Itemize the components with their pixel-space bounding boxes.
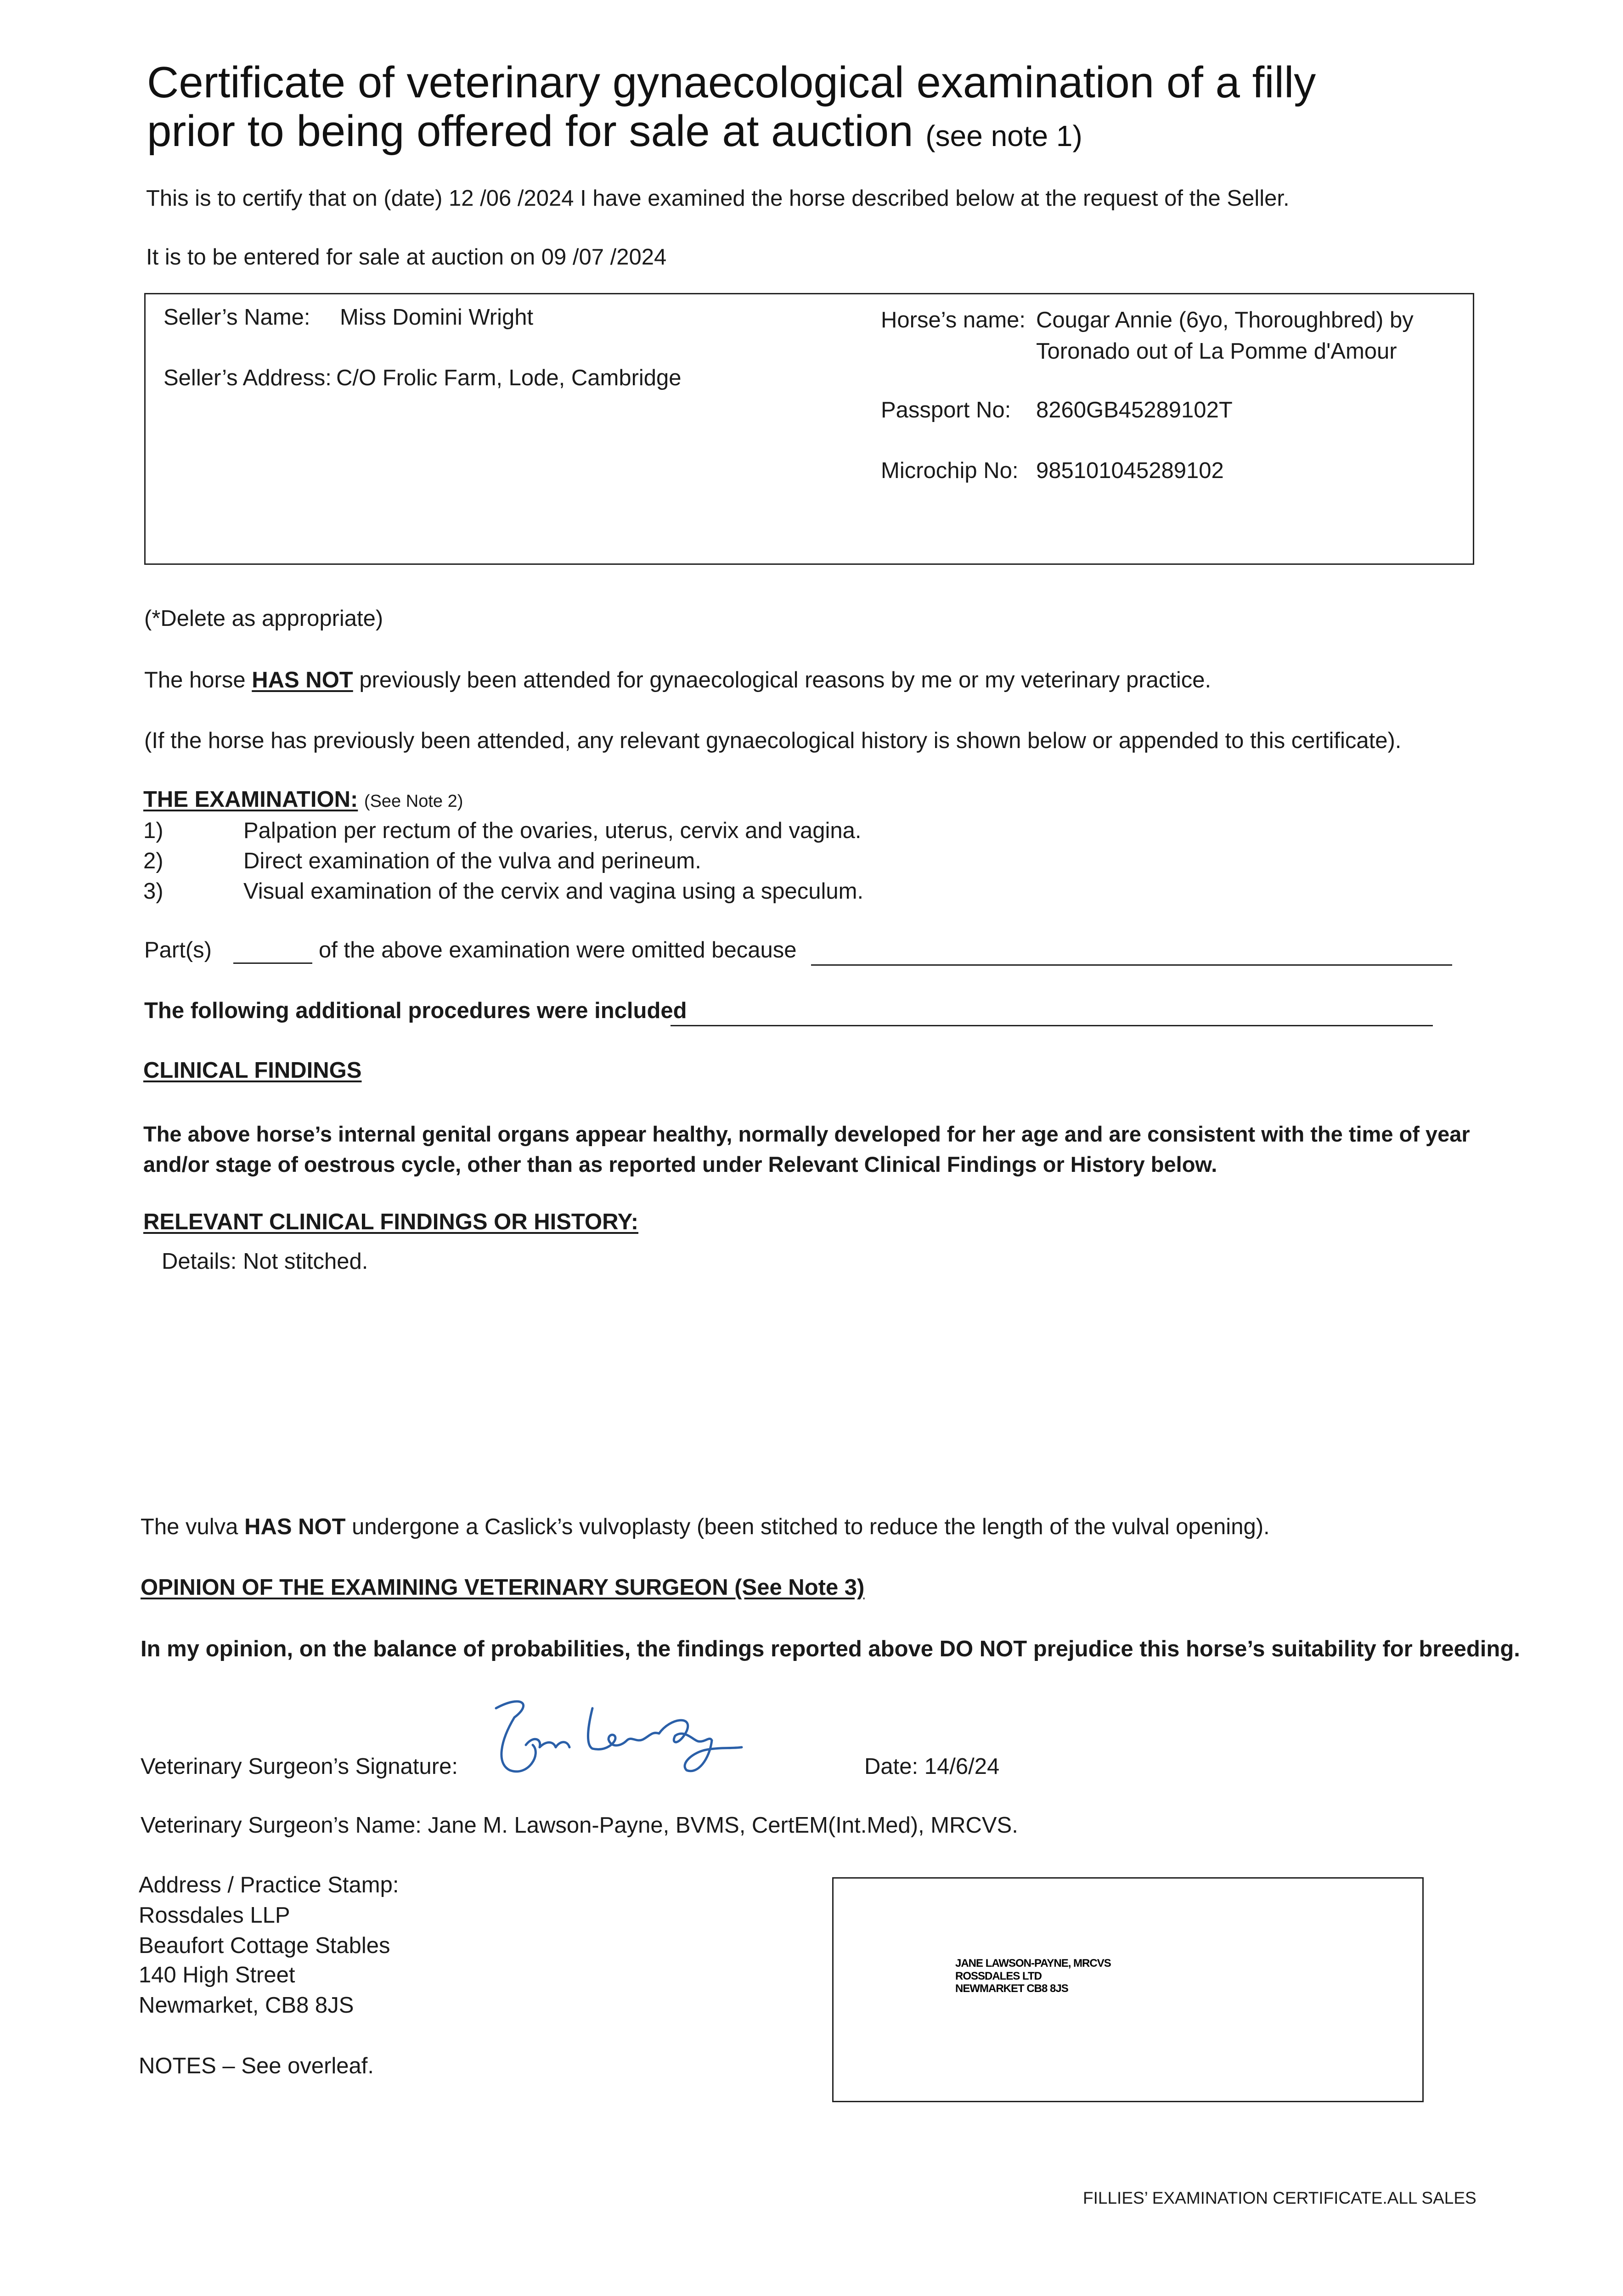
certify-line: This is to certify that on (date) 12 /06 /2024 I have examined the horse described below at the request of the Seller. [146,186,1290,211]
address-line-2: Beaufort Cottage Stables [139,1933,390,1958]
horse-name-label: Horse’s name: [881,308,1026,332]
exam-item-2-text: Direct examination of the vulva and perineum. [243,849,701,873]
address-line-4: Newmarket, CB8 8JS [139,1993,354,2018]
seller-address-value: C/O Frolic Farm, Lode, Cambridge [336,366,682,390]
exam-item-2-num: 2) [143,849,163,873]
examination-heading-text: THE EXAMINATION: [143,787,358,812]
seller-name-value: Miss Domini Wright [340,305,534,330]
vulva-prefix: The vulva [141,1514,245,1539]
examination-heading [143,786,463,813]
exam-item-3-text: Visual examination of the cervix and vagina using a speculum. [243,879,864,904]
horse-name-value-2: Toronado out of La Pomme d'Amour [1036,339,1397,364]
practice-stamp [955,1957,1111,1995]
history-emph: HAS NOT [252,668,353,692]
signature-date: Date: 14/6/24 [864,1754,1000,1779]
passport-value: 8260GB45289102T [1036,398,1233,422]
stamp-line-3: NEWMARKET CB8 8JS [955,1982,1068,1995]
microchip-value: 985101045289102 [1036,458,1224,483]
history-suffix: previously been attended for gynaecological reasons by me or my veterinary practice. [353,668,1212,692]
delete-note: (*Delete as appropriate) [144,606,383,631]
history-note: (If the horse has previously been attended, any relevant gynaecological history is shown below or appended to this certificate). [144,728,1402,753]
microchip-label: Microchip No: [881,458,1019,483]
surgeon-name-line: Veterinary Surgeon’s Name: Jane M. Lawson-Payne, BVMS, CertEM(Int.Med), MRCVS. [141,1813,1018,1838]
clinical-findings-line1: The above horse’s internal genital organs appear healthy, normally developed for her age and are consistent with the time of year [143,1122,1470,1146]
additional-procedures-blank [671,1025,1433,1026]
vulva-statement [141,1514,1270,1541]
omitted-middle: of the above examination were omitted because [319,938,797,962]
omitted-prefix: Part(s) [144,938,212,962]
address-line-1: Rossdales LLP [139,1903,290,1928]
history-statement [144,667,1211,694]
seller-address-label: Seller’s Address: [163,366,332,390]
title-line2-text: prior to being offered for sale at auction [147,107,913,156]
signature-label: Veterinary Surgeon’s Signature: [141,1754,458,1779]
certificate-title-line2 [147,108,1082,155]
horse-name-value-1: Cougar Annie (6yo, Thoroughbred) by [1036,308,1414,332]
history-prefix: The horse [144,668,252,692]
clinical-findings-line2: and/or stage of oestrous cycle, other than as reported under Relevant Clinical Findings or History below. [143,1152,1217,1176]
title-note: (see note 1) [925,119,1082,152]
relevant-details: Details: Not stitched. [162,1249,368,1274]
exam-item-1-text: Palpation per rectum of the ovaries, uterus, cervix and vagina. [243,818,862,843]
additional-procedures: The following additional procedures were included [144,998,687,1023]
seller-horse-box [144,293,1474,565]
vulva-suffix: undergone a Caslick’s vulvoplasty (been stitched to reduce the length of the vulval opening). [345,1514,1270,1539]
address-label: Address / Practice Stamp: [139,1873,399,1897]
opinion-heading: OPINION OF THE EXAMINING VETERINARY SURGEON (See Note 3) [141,1575,865,1600]
certificate-title-line1: Certificate of veterinary gynaecological examination of a filly [147,58,1316,107]
stamp-line-1: JANE LAWSON-PAYNE, MRCVS [955,1957,1111,1970]
omitted-parts-blank [233,962,312,964]
notes-overleaf: NOTES – See overleaf. [139,2054,374,2078]
opinion-text: In my opinion, on the balance of probabilities, the findings reported above DO NOT prejudice this horse’s suitability for breeding. [141,1637,1520,1661]
handwritten-signature [478,1690,744,1782]
passport-label: Passport No: [881,398,1011,422]
relevant-findings-heading: RELEVANT CLINICAL FINDINGS OR HISTORY: [143,1210,639,1234]
auction-line: It is to be entered for sale at auction on 09 /07 /2024 [146,245,667,270]
practice-stamp-box [832,1877,1424,2102]
seller-name-label: Seller’s Name: [163,305,310,330]
footer-label: FILLIES’ EXAMINATION CERTIFICATE.ALL SALES [1083,2189,1476,2207]
examination-heading-note: (See Note 2) [364,792,463,811]
stamp-line-2: ROSSDALES LTD [955,1970,1042,1982]
vulva-emph: HAS NOT [244,1514,346,1539]
omitted-reason-blank [811,964,1452,966]
exam-item-3-num: 3) [143,879,163,904]
address-line-3: 140 High Street [139,1963,295,1987]
exam-item-1-num: 1) [143,818,163,843]
clinical-findings-heading: CLINICAL FINDINGS [143,1058,362,1083]
